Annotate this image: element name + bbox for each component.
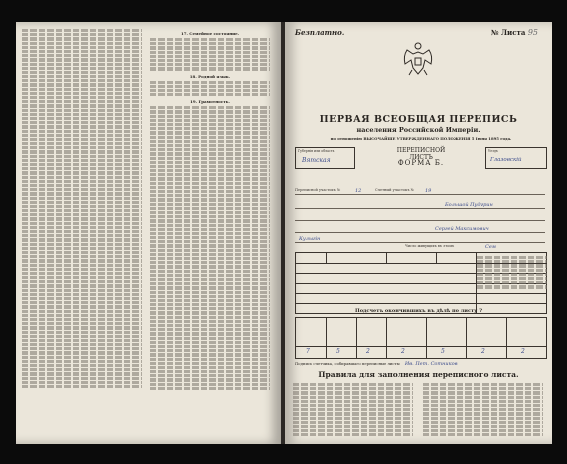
stats-value: 2 [401, 348, 405, 355]
section-heading: 18. Родной язык. [189, 73, 231, 79]
live-count-value: Сем [485, 244, 496, 250]
table-column [326, 253, 387, 263]
table-notes-column [476, 253, 547, 313]
stats-value: 2 [521, 348, 525, 355]
form-field-line [295, 202, 545, 209]
stats-value: 7 [306, 348, 310, 355]
left-text-column-1 [22, 28, 142, 389]
signature-value: Ив. Пет. Сотников [404, 361, 458, 367]
rules-text-column-2 [423, 382, 543, 437]
stats-value: 2 [481, 348, 485, 355]
household-table [295, 252, 547, 314]
table-column [296, 253, 327, 263]
table-column [386, 253, 437, 263]
stats-value: 2 [366, 348, 370, 355]
imperial-eagle-emblem-icon [401, 40, 435, 78]
sheet-number [491, 28, 538, 37]
live-count-line [295, 244, 545, 250]
table-column [436, 253, 477, 263]
decree-line: по отношенію ВЫСОЧАЙШЕ УТВЕРЖДЕННАГО ПОЛОЖЕНІЯ 5 Іюня 1895 года. [330, 136, 512, 141]
form-header-row [295, 147, 545, 177]
right-page-census-form [285, 22, 552, 444]
district-box [485, 147, 547, 169]
free-label: Безплатно. [295, 28, 345, 37]
stats-values-row [296, 346, 546, 359]
section-heading: 17. Семейное состояние. [180, 31, 240, 36]
sheet-number-value: 95 [527, 28, 538, 37]
form-field-line [295, 214, 545, 221]
statistics-table [295, 317, 547, 359]
province-box [295, 147, 355, 169]
signature-line [295, 361, 545, 367]
rules-heading: Правила для заполнения переписного листа. [318, 370, 519, 379]
section-numbers-line [295, 188, 545, 195]
live-count-label: Число живущихъ въ этомъ [405, 244, 455, 248]
sheet-number-label: № Листа [490, 28, 526, 37]
field-2-label: Счетный участокъ № [375, 188, 414, 192]
stats-value: 5 [441, 348, 445, 355]
open-census-book [16, 22, 552, 444]
form-title: ПЕРЕПИСНОЙ ЛИСТЪ [396, 147, 446, 161]
form-field-line [295, 236, 545, 243]
census-title: ПЕРВАЯ ВСЕОБЩАЯ ПЕРЕПИСЬ [319, 114, 518, 125]
field-5-value: Кулыгін [299, 236, 321, 242]
left-page-instructions [16, 22, 281, 444]
field-3-value: Большой Пудгрин [445, 202, 493, 208]
left-text-column-2 [150, 28, 270, 391]
province-value: Вятская [302, 157, 331, 164]
district-value: Глазовскій [490, 157, 522, 163]
signature-label: Подпись счетчика, собиравшаго переписные листы [295, 361, 400, 366]
field-1-label: Переписной участокъ № [295, 188, 341, 192]
form-number: ФОРМА Б. [397, 159, 445, 167]
stats-value: 5 [336, 348, 340, 355]
field-2-value: 19 [425, 188, 432, 194]
district-label: Уездъ [488, 149, 498, 153]
table-heading: Подсчетъ окончившихъ въ дѣлѣ по листу ? [354, 308, 483, 314]
section-heading: 19. Грамотность. [190, 99, 230, 105]
field-1-value: 12 [355, 188, 362, 194]
province-label: Губернія или область [298, 149, 335, 153]
form-field-line [295, 226, 545, 233]
rules-text-column-1 [293, 382, 413, 437]
field-4-value: Сергей Максимович [435, 226, 489, 232]
census-subtitle: населения Российской Имперіи. [356, 126, 481, 134]
